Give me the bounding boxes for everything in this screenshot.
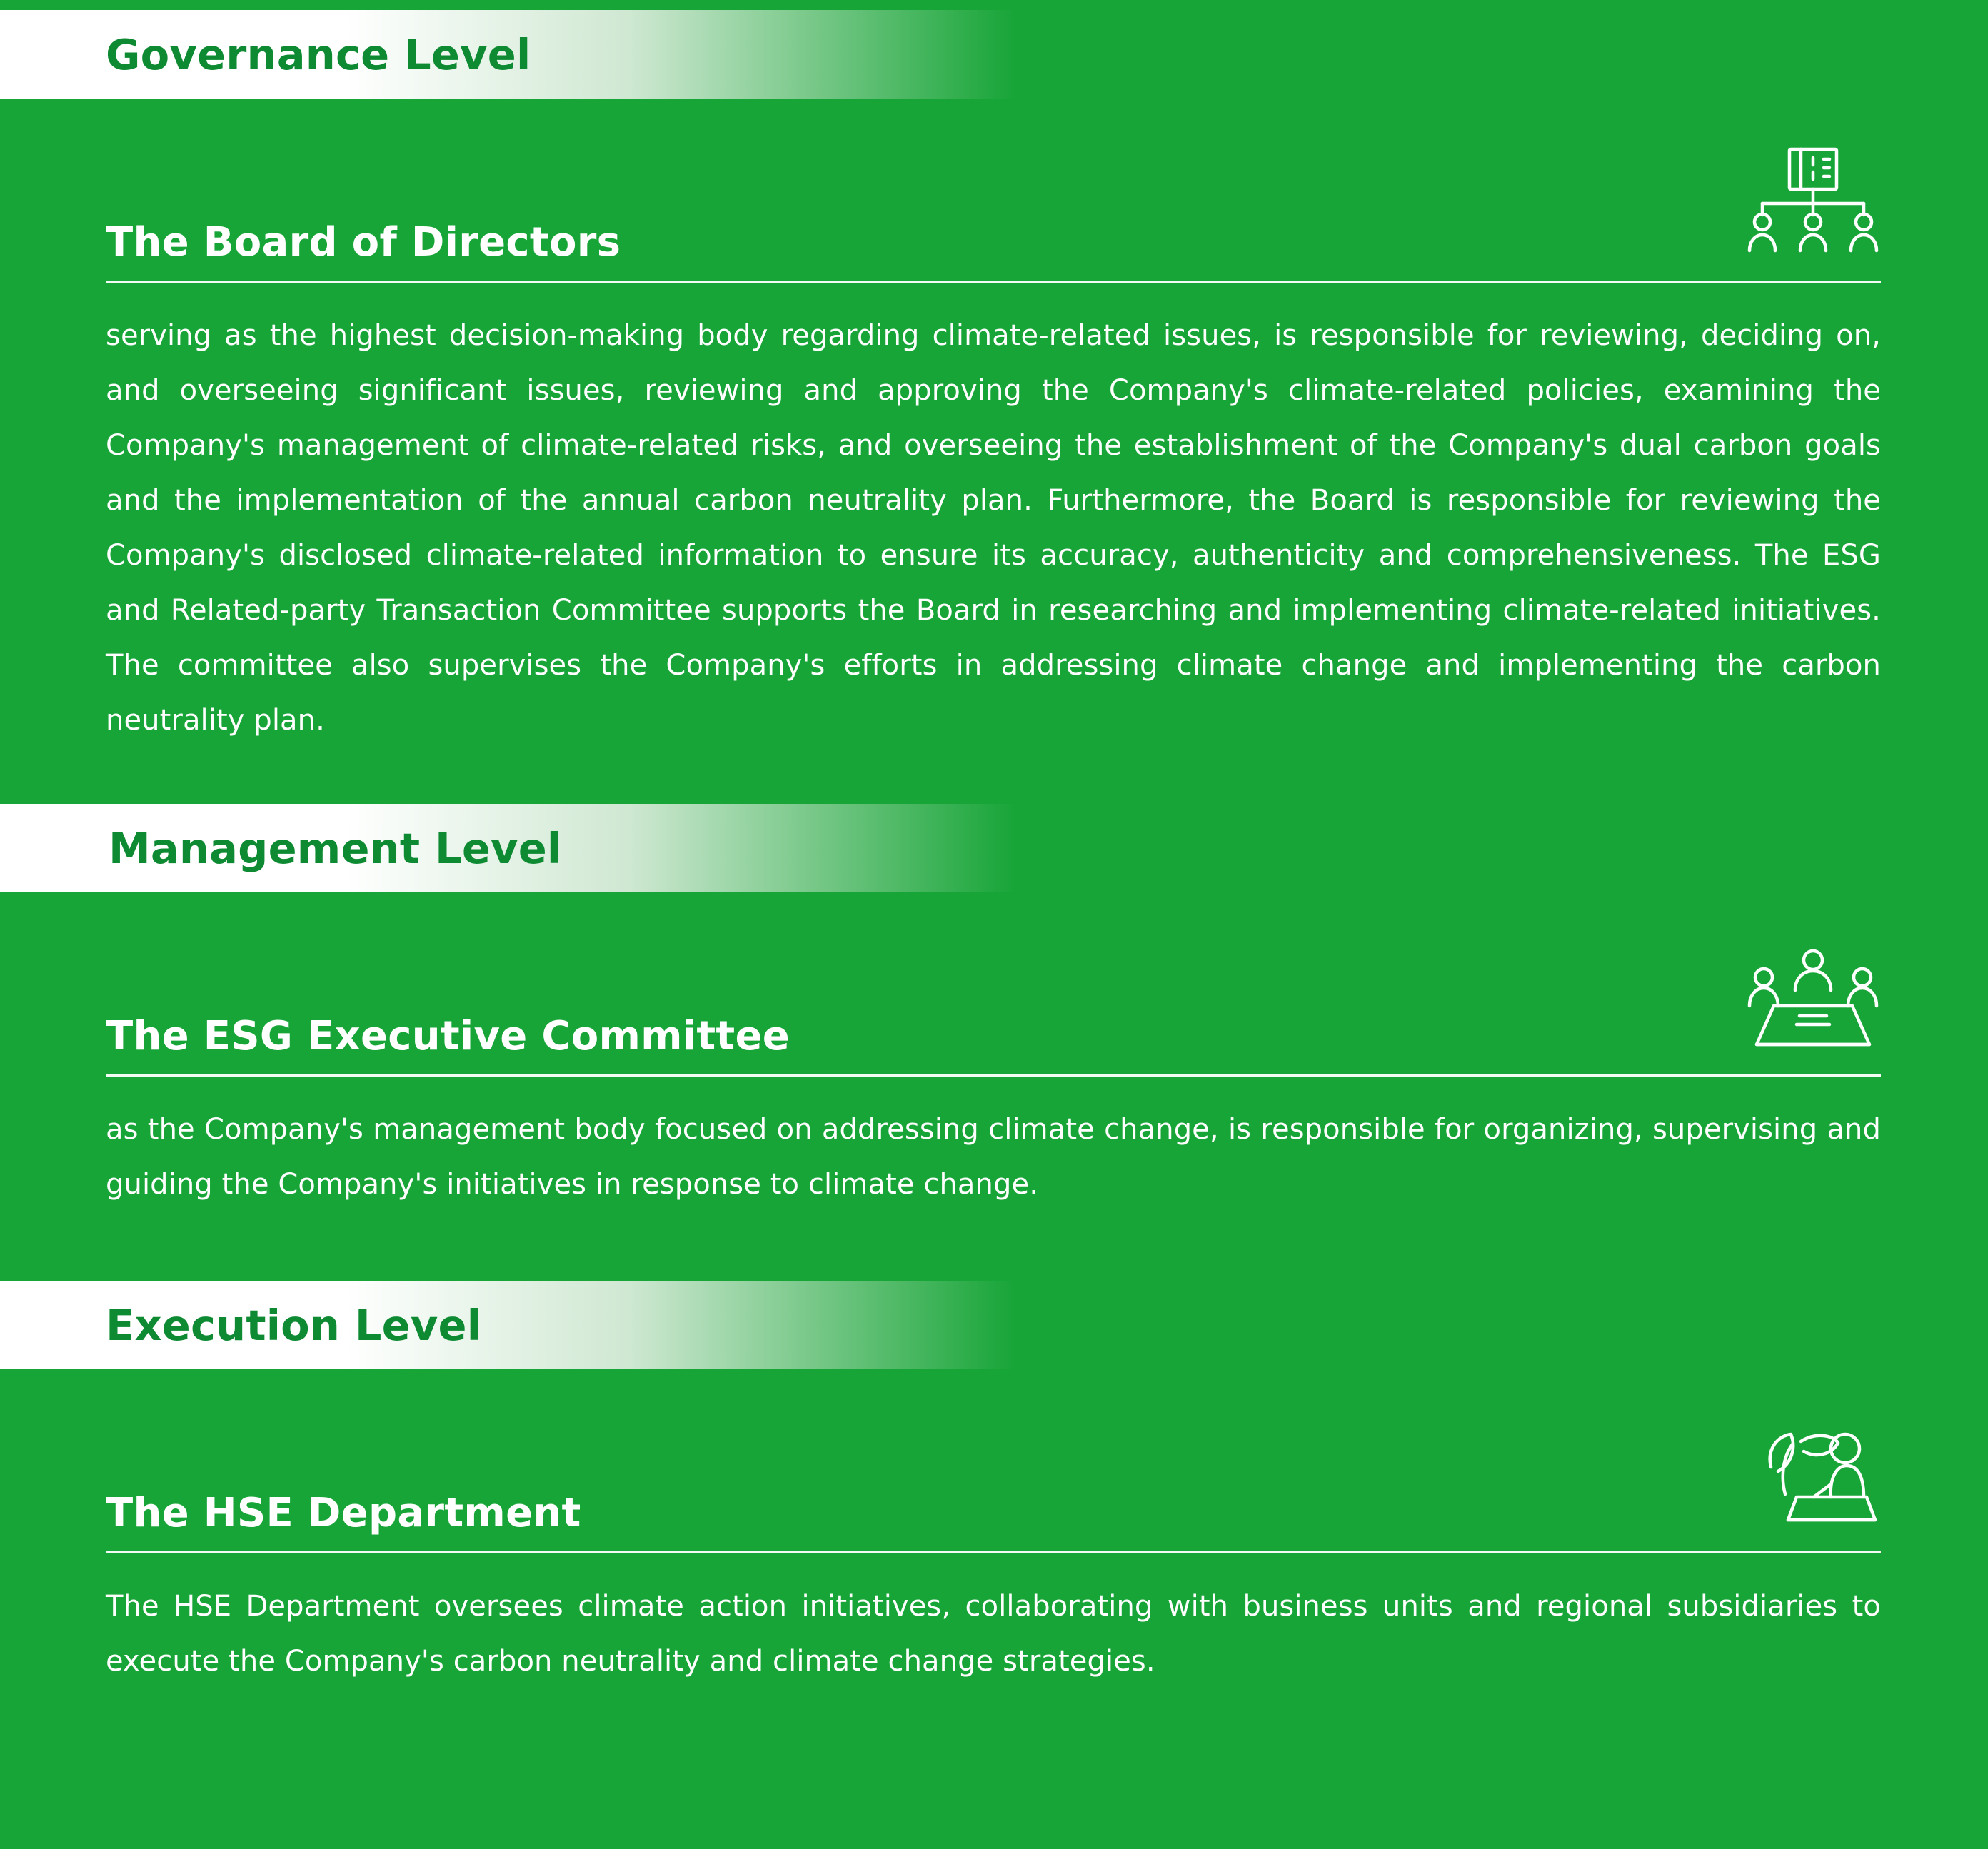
section-body-governance: serving as the highest decision-making body regarding climate-related issues, is responsible for reviewing, deciding on, and overseeing significant issues, reviewing and approving the Company's climate-related policies, examining the Company's management of climate-related risks, and overseeing the establishment of the Company's dual carbon goals and the implementation of the annual carbon neutrality plan. Furthermore, the Board is responsible for reviewing the Company's disclosed climate-related information to ensure its accuracy, authenticity and comprehensiveness. The ESG and Related-party Transaction Committee supports the Board in researching and implementing climate-related initiatives. The committee also supervises the Company's efforts in addressing climate change and implementing the carbon neutrality plan. xyxy=(106,319,1881,737)
spacer-management-bottom xyxy=(0,1252,1988,1281)
section-header-governance xyxy=(106,99,1881,265)
level-label-execution: Execution Level xyxy=(106,1300,482,1350)
section-divider-management xyxy=(106,1074,1881,1077)
level-label-management: Management Level xyxy=(109,823,562,873)
section-divider-governance xyxy=(106,281,1881,283)
section-title-board-of-directors: The Board of Directors xyxy=(106,219,621,266)
section-governance xyxy=(0,99,1988,780)
section-header-execution xyxy=(106,1369,1881,1536)
section-management xyxy=(0,892,1988,1252)
meeting-table-icon xyxy=(1745,934,1881,1059)
level-banner-governance xyxy=(0,10,1014,99)
section-title-esg-executive-committee: The ESG Executive Committee xyxy=(106,1013,790,1060)
spacer-governance-bottom xyxy=(0,780,1988,804)
section-divider-execution xyxy=(106,1551,1881,1553)
section-execution xyxy=(0,1369,1988,1718)
section-body-execution: The HSE Department oversees climate action initiatives, collaborating with business units and regional subsidiaries to execute the Company's carbon neutrality and climate change strategies. xyxy=(106,1590,1881,1678)
person-plant-laptop-icon xyxy=(1745,1411,1881,1536)
section-body-management: as the Company's management body focused on addressing climate change, is responsible for organizing, supervising and guiding the Company's initiatives in response to climate change. xyxy=(106,1113,1881,1201)
level-banner-management xyxy=(0,804,1014,892)
org-chart-icon xyxy=(1745,140,1881,265)
level-banner-execution xyxy=(0,1281,1014,1369)
level-label-governance: Governance Level xyxy=(106,29,531,79)
section-title-hse-department: The HSE Department xyxy=(106,1490,581,1537)
section-header-management xyxy=(106,892,1881,1059)
spacer-bottom xyxy=(0,1718,1988,1825)
